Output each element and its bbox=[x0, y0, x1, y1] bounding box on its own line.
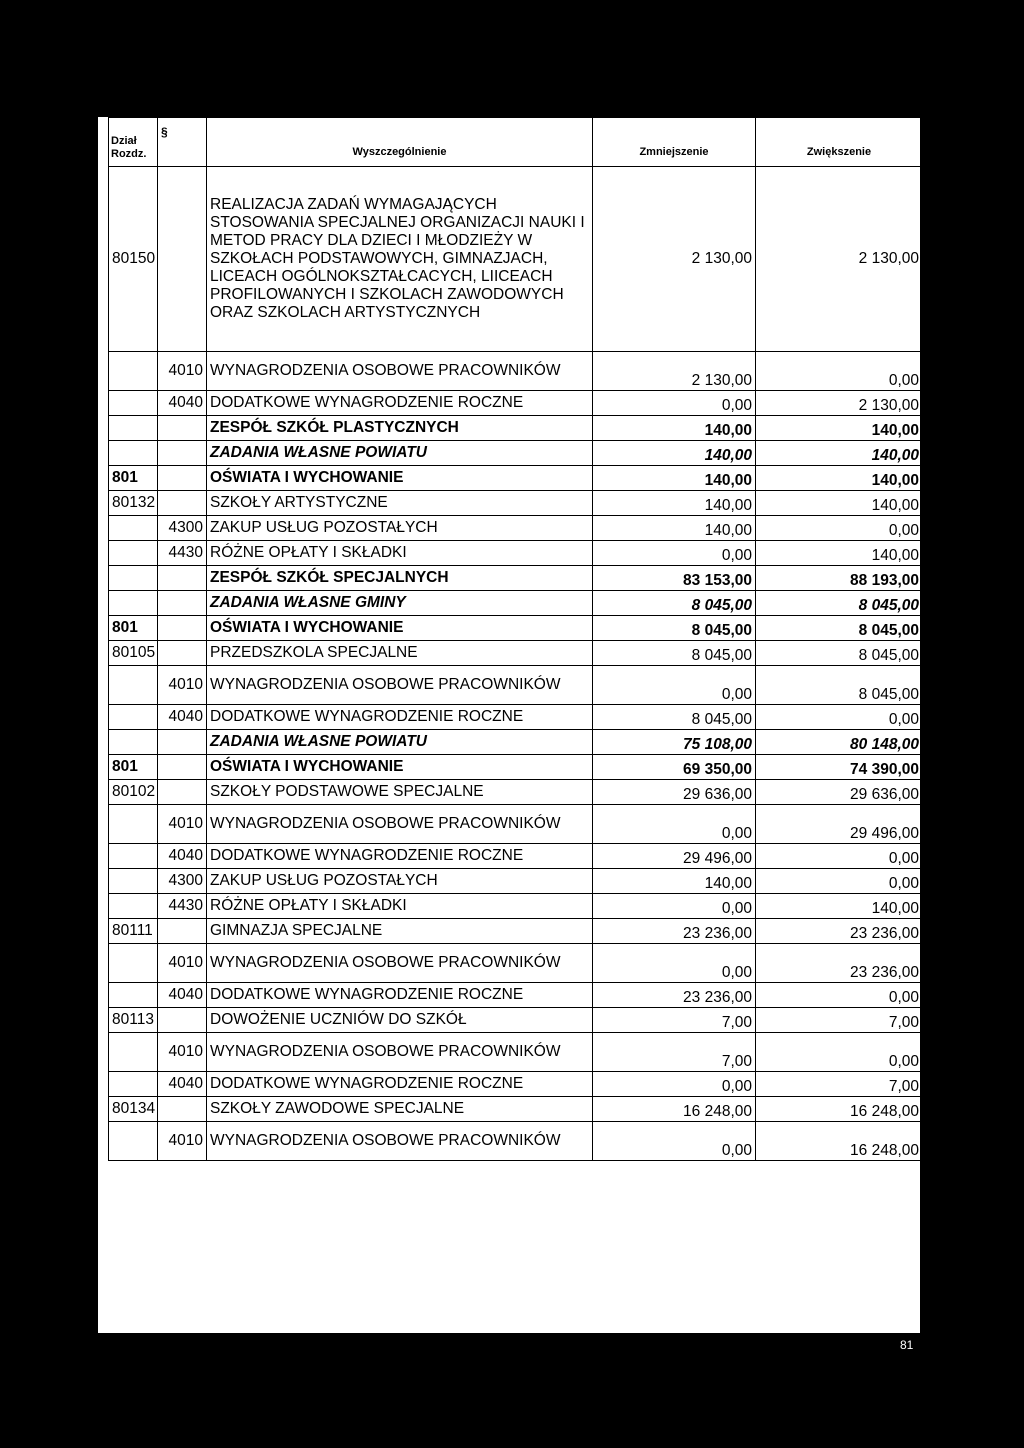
row-increase: 0,00 bbox=[756, 869, 923, 894]
row-paragraph: 4010 bbox=[158, 944, 207, 983]
row-paragraph bbox=[158, 566, 207, 591]
row-paragraph bbox=[158, 466, 207, 491]
row-decrease: 7,00 bbox=[593, 1033, 756, 1072]
row-decrease: 2 130,00 bbox=[593, 167, 756, 352]
table-row bbox=[109, 352, 923, 391]
row-description: SZKOŁY ZAWODOWE SPECJALNE bbox=[207, 1097, 593, 1122]
row-description: OŚWIATA I WYCHOWANIE bbox=[207, 616, 593, 641]
row-increase: 8 045,00 bbox=[756, 591, 923, 616]
row-dzial bbox=[109, 441, 158, 466]
row-increase: 0,00 bbox=[756, 1033, 923, 1072]
row-description: DODATKOWE WYNAGRODZENIE ROCZNE bbox=[207, 391, 593, 416]
table-row bbox=[109, 805, 923, 844]
row-dzial bbox=[109, 869, 158, 894]
row-dzial: 80132 bbox=[109, 491, 158, 516]
table-row bbox=[109, 591, 923, 616]
header-paragraph: § bbox=[158, 118, 207, 167]
table-row bbox=[109, 566, 923, 591]
row-dzial: 80134 bbox=[109, 1097, 158, 1122]
row-decrease: 8 045,00 bbox=[593, 616, 756, 641]
table-row bbox=[109, 894, 923, 919]
row-paragraph bbox=[158, 616, 207, 641]
table-row bbox=[109, 541, 923, 566]
row-decrease: 0,00 bbox=[593, 894, 756, 919]
row-description: WYNAGRODZENIA OSOBOWE PRACOWNIKÓW bbox=[207, 1122, 593, 1161]
row-dzial: 80105 bbox=[109, 641, 158, 666]
row-increase: 8 045,00 bbox=[756, 616, 923, 641]
row-decrease: 140,00 bbox=[593, 516, 756, 541]
row-paragraph: 4010 bbox=[158, 805, 207, 844]
row-paragraph: 4040 bbox=[158, 391, 207, 416]
row-paragraph bbox=[158, 730, 207, 755]
row-increase: 140,00 bbox=[756, 466, 923, 491]
row-dzial bbox=[109, 1122, 158, 1161]
row-increase: 29 496,00 bbox=[756, 805, 923, 844]
row-paragraph bbox=[158, 491, 207, 516]
row-dzial bbox=[109, 705, 158, 730]
row-dzial bbox=[109, 844, 158, 869]
row-dzial: 801 bbox=[109, 616, 158, 641]
row-decrease: 23 236,00 bbox=[593, 983, 756, 1008]
row-increase: 88 193,00 bbox=[756, 566, 923, 591]
row-dzial bbox=[109, 1033, 158, 1072]
row-paragraph bbox=[158, 591, 207, 616]
row-dzial: 80102 bbox=[109, 780, 158, 805]
row-description: WYNAGRODZENIA OSOBOWE PRACOWNIKÓW bbox=[207, 944, 593, 983]
budget-table bbox=[108, 117, 923, 1161]
row-paragraph: 4040 bbox=[158, 844, 207, 869]
table-row bbox=[109, 516, 923, 541]
row-dzial bbox=[109, 666, 158, 705]
header-dzial-rozdz: Dział Rozdz. bbox=[109, 118, 158, 167]
row-decrease: 0,00 bbox=[593, 541, 756, 566]
row-paragraph: 4040 bbox=[158, 1072, 207, 1097]
row-increase: 80 148,00 bbox=[756, 730, 923, 755]
row-paragraph: 4040 bbox=[158, 983, 207, 1008]
row-decrease: 140,00 bbox=[593, 441, 756, 466]
row-increase: 8 045,00 bbox=[756, 666, 923, 705]
row-decrease: 16 248,00 bbox=[593, 1097, 756, 1122]
row-decrease: 0,00 bbox=[593, 944, 756, 983]
row-dzial bbox=[109, 391, 158, 416]
row-increase: 29 636,00 bbox=[756, 780, 923, 805]
row-description: ZADANIA WŁASNE GMINY bbox=[207, 591, 593, 616]
row-decrease: 23 236,00 bbox=[593, 919, 756, 944]
table-row bbox=[109, 666, 923, 705]
row-increase: 0,00 bbox=[756, 705, 923, 730]
header-increase: Zwiększenie bbox=[756, 118, 923, 167]
row-description: PRZEDSZKOLA SPECJALNE bbox=[207, 641, 593, 666]
row-paragraph bbox=[158, 416, 207, 441]
row-decrease: 29 496,00 bbox=[593, 844, 756, 869]
row-dzial: 80111 bbox=[109, 919, 158, 944]
row-dzial bbox=[109, 894, 158, 919]
row-dzial bbox=[109, 944, 158, 983]
row-dzial bbox=[109, 352, 158, 391]
table-row bbox=[109, 466, 923, 491]
table-row bbox=[109, 844, 923, 869]
table-row bbox=[109, 441, 923, 466]
row-dzial: 801 bbox=[109, 466, 158, 491]
row-description: DODATKOWE WYNAGRODZENIE ROCZNE bbox=[207, 705, 593, 730]
table-row bbox=[109, 1122, 923, 1161]
row-paragraph: 4040 bbox=[158, 705, 207, 730]
row-increase: 140,00 bbox=[756, 491, 923, 516]
row-increase: 140,00 bbox=[756, 441, 923, 466]
header-decrease: Zmniejszenie bbox=[593, 118, 756, 167]
row-decrease: 0,00 bbox=[593, 666, 756, 705]
table-row bbox=[109, 755, 923, 780]
row-decrease: 140,00 bbox=[593, 869, 756, 894]
row-decrease: 75 108,00 bbox=[593, 730, 756, 755]
row-paragraph: 4010 bbox=[158, 1033, 207, 1072]
row-description: DOWOŻENIE UCZNIÓW DO SZKÓŁ bbox=[207, 1008, 593, 1033]
row-paragraph bbox=[158, 755, 207, 780]
row-decrease: 0,00 bbox=[593, 391, 756, 416]
row-dzial bbox=[109, 983, 158, 1008]
row-paragraph: 4300 bbox=[158, 869, 207, 894]
row-description: DODATKOWE WYNAGRODZENIE ROCZNE bbox=[207, 844, 593, 869]
row-decrease: 140,00 bbox=[593, 491, 756, 516]
table-row bbox=[109, 1072, 923, 1097]
row-description: SZKOŁY ARTYSTYCZNE bbox=[207, 491, 593, 516]
row-increase: 23 236,00 bbox=[756, 944, 923, 983]
row-dzial bbox=[109, 1072, 158, 1097]
row-description: ZAKUP USŁUG POZOSTAŁYCH bbox=[207, 516, 593, 541]
row-paragraph: 4010 bbox=[158, 1122, 207, 1161]
table-row bbox=[109, 919, 923, 944]
row-paragraph: 4010 bbox=[158, 352, 207, 391]
row-paragraph bbox=[158, 1097, 207, 1122]
row-decrease: 0,00 bbox=[593, 1122, 756, 1161]
row-paragraph bbox=[158, 780, 207, 805]
table-row bbox=[109, 491, 923, 516]
row-description: GIMNAZJA SPECJALNE bbox=[207, 919, 593, 944]
row-description: REALIZACJA ZADAŃ WYMAGAJĄCYCH STOSOWANIA SPECJALNEJ ORGANIZACJI NAUKI I METOD PRACY DLA DZIECI I MŁODZIEŻY W SZKOŁACH PODSTAWOWYCH, GIMNAZJACH, LICEACH OGÓLNOKSZTAŁCACYCH, LIICEACH PROFILOWANYCH I SZKOLACH ZAWODOWYCH ORAZ SZKOLACH ARTYSTYCZNYCH bbox=[207, 167, 593, 352]
table-row bbox=[109, 167, 923, 352]
row-paragraph: 4300 bbox=[158, 516, 207, 541]
row-dzial bbox=[109, 730, 158, 755]
row-dzial bbox=[109, 805, 158, 844]
row-decrease: 0,00 bbox=[593, 805, 756, 844]
row-description: OŚWIATA I WYCHOWANIE bbox=[207, 466, 593, 491]
table-row bbox=[109, 983, 923, 1008]
table-row bbox=[109, 705, 923, 730]
row-description: ZADANIA WŁASNE POWIATU bbox=[207, 730, 593, 755]
row-decrease: 8 045,00 bbox=[593, 591, 756, 616]
page-number: 81 bbox=[900, 1338, 914, 1352]
table-row bbox=[109, 869, 923, 894]
row-paragraph bbox=[158, 919, 207, 944]
row-decrease: 8 045,00 bbox=[593, 641, 756, 666]
row-dzial bbox=[109, 541, 158, 566]
row-dzial: 80150 bbox=[109, 167, 158, 352]
row-dzial bbox=[109, 591, 158, 616]
row-increase: 74 390,00 bbox=[756, 755, 923, 780]
row-paragraph: 4430 bbox=[158, 541, 207, 566]
row-increase: 0,00 bbox=[756, 516, 923, 541]
row-description: RÓŻNE OPŁATY I SKŁADKI bbox=[207, 541, 593, 566]
row-decrease: 7,00 bbox=[593, 1008, 756, 1033]
row-decrease: 69 350,00 bbox=[593, 755, 756, 780]
row-increase: 0,00 bbox=[756, 844, 923, 869]
row-increase: 140,00 bbox=[756, 416, 923, 441]
row-description: OŚWIATA I WYCHOWANIE bbox=[207, 755, 593, 780]
row-decrease: 29 636,00 bbox=[593, 780, 756, 805]
row-increase: 16 248,00 bbox=[756, 1122, 923, 1161]
row-dzial bbox=[109, 566, 158, 591]
row-description: ZESPÓŁ SZKÓŁ PLASTYCZNYCH bbox=[207, 416, 593, 441]
row-increase: 16 248,00 bbox=[756, 1097, 923, 1122]
row-paragraph bbox=[158, 1008, 207, 1033]
row-decrease: 2 130,00 bbox=[593, 352, 756, 391]
row-increase: 2 130,00 bbox=[756, 167, 923, 352]
table-row bbox=[109, 1033, 923, 1072]
row-description: WYNAGRODZENIA OSOBOWE PRACOWNIKÓW bbox=[207, 1033, 593, 1072]
table-row bbox=[109, 616, 923, 641]
row-dzial: 801 bbox=[109, 755, 158, 780]
row-paragraph bbox=[158, 641, 207, 666]
header-description: Wyszczególnienie bbox=[207, 118, 593, 167]
row-increase: 0,00 bbox=[756, 352, 923, 391]
table-row bbox=[109, 1097, 923, 1122]
row-decrease: 8 045,00 bbox=[593, 705, 756, 730]
row-increase: 7,00 bbox=[756, 1072, 923, 1097]
row-paragraph bbox=[158, 441, 207, 466]
row-description: WYNAGRODZENIA OSOBOWE PRACOWNIKÓW bbox=[207, 666, 593, 705]
row-paragraph: 4010 bbox=[158, 666, 207, 705]
row-description: WYNAGRODZENIA OSOBOWE PRACOWNIKÓW bbox=[207, 805, 593, 844]
row-description: ZADANIA WŁASNE POWIATU bbox=[207, 441, 593, 466]
row-increase: 8 045,00 bbox=[756, 641, 923, 666]
table-row bbox=[109, 730, 923, 755]
row-description: DODATKOWE WYNAGRODZENIE ROCZNE bbox=[207, 983, 593, 1008]
row-paragraph: 4430 bbox=[158, 894, 207, 919]
row-description: WYNAGRODZENIA OSOBOWE PRACOWNIKÓW bbox=[207, 352, 593, 391]
row-increase: 140,00 bbox=[756, 541, 923, 566]
row-description: RÓŻNE OPŁATY I SKŁADKI bbox=[207, 894, 593, 919]
row-description: DODATKOWE WYNAGRODZENIE ROCZNE bbox=[207, 1072, 593, 1097]
table-row bbox=[109, 944, 923, 983]
row-increase: 7,00 bbox=[756, 1008, 923, 1033]
row-increase: 140,00 bbox=[756, 894, 923, 919]
row-dzial bbox=[109, 416, 158, 441]
row-increase: 0,00 bbox=[756, 983, 923, 1008]
row-decrease: 83 153,00 bbox=[593, 566, 756, 591]
row-paragraph bbox=[158, 167, 207, 352]
row-dzial: 80113 bbox=[109, 1008, 158, 1033]
table-row bbox=[109, 780, 923, 805]
row-decrease: 140,00 bbox=[593, 466, 756, 491]
row-increase: 2 130,00 bbox=[756, 391, 923, 416]
table-row bbox=[109, 641, 923, 666]
table-header-row bbox=[109, 118, 923, 167]
row-description: ZAKUP USŁUG POZOSTAŁYCH bbox=[207, 869, 593, 894]
row-description: SZKOŁY PODSTAWOWE SPECJALNE bbox=[207, 780, 593, 805]
row-increase: 23 236,00 bbox=[756, 919, 923, 944]
row-decrease: 140,00 bbox=[593, 416, 756, 441]
row-dzial bbox=[109, 516, 158, 541]
row-decrease: 0,00 bbox=[593, 1072, 756, 1097]
row-description: ZESPÓŁ SZKÓŁ SPECJALNYCH bbox=[207, 566, 593, 591]
table-row bbox=[109, 391, 923, 416]
table-row bbox=[109, 416, 923, 441]
table-row bbox=[109, 1008, 923, 1033]
